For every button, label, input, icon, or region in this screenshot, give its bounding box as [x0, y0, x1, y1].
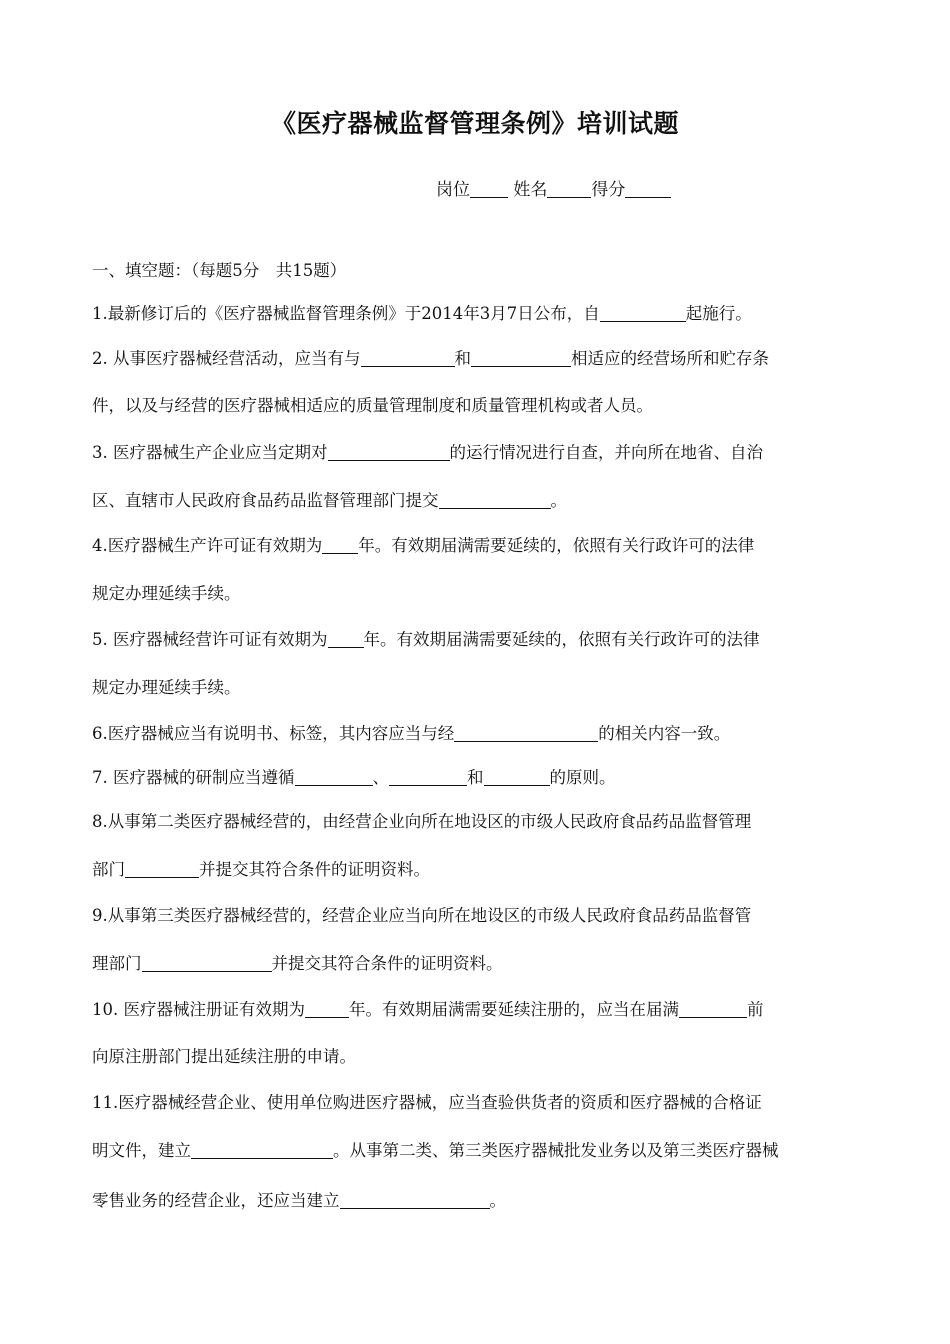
question-text: 的原则。 [549, 768, 616, 787]
candidate-info-line [436, 175, 671, 200]
question-text: 零售业务的经营企业，还应当建立 [92, 1191, 340, 1210]
answer-blank[interactable] [361, 349, 455, 367]
question-text: 并提交其符合条件的证明资料。 [199, 860, 430, 879]
answer-blank[interactable] [340, 1191, 490, 1209]
answer-blank[interactable] [454, 724, 598, 742]
question-text: 部门 [92, 860, 125, 879]
question-text: 规定办理延续手续。 [92, 584, 241, 603]
question-text: 的运行情况进行自查，并向所在地省、自治 [449, 443, 763, 462]
answer-blank[interactable] [322, 536, 358, 554]
answer-blank[interactable] [305, 1000, 349, 1018]
question-text: 8.从事第二类医疗器械经营的，由经营企业向所在地设区的市级人民政府食品药品监督管理 [92, 812, 752, 831]
answer-blank[interactable] [328, 630, 364, 648]
question-text: 。 [550, 491, 567, 510]
question-line [92, 808, 751, 832]
question-line [92, 439, 763, 463]
question-text: 4.医疗器械生产许可证有效期为 [92, 536, 323, 555]
section-heading: 一、填空题：（每题5分 共15题） [92, 261, 347, 280]
question-text: 年。有效期届满需要延续注册的，应当在届满 [349, 1000, 679, 1019]
question-text: 年。有效期届满需要延续的，依照有关行政许可的法律 [358, 536, 755, 555]
question-text: 明文件，建立 [92, 1141, 191, 1160]
score-label: 得分 [591, 180, 626, 200]
question-line [92, 1137, 779, 1161]
question-line [92, 532, 754, 556]
question-text: 1.最新修订后的《医疗器械监督管理条例》于2014年3月7日公布，自 [92, 304, 600, 323]
question-text: 5. 医疗器械经营许可证有效期为 [92, 630, 328, 649]
question-text: 件，以及与经营的医疗器械相适应的质量管理制度和质量管理机构或者人员。 [92, 396, 653, 415]
question-line [92, 487, 567, 511]
answer-blank[interactable] [471, 349, 571, 367]
question-line [92, 764, 616, 788]
question-text: 理部门 [92, 954, 142, 973]
question-text: 、 [372, 768, 389, 787]
question-line [92, 902, 751, 926]
name-blank[interactable] [547, 180, 591, 198]
question-text: 起施行。 [685, 304, 752, 323]
answer-blank[interactable] [600, 304, 686, 322]
question-line [92, 345, 769, 369]
question-text: 区、直辖市人民政府食品药品监督管理部门提交 [92, 491, 439, 510]
question-line [92, 1089, 762, 1113]
question-text: 。从事第二类、第三类医疗器械批发业务以及第三类医疗器械 [333, 1141, 779, 1160]
name-label: 姓名 [513, 180, 548, 200]
page-title: 《医疗器械监督管理条例》培训试题 [270, 109, 679, 138]
question-text: 7. 医疗器械的研制应当遵循 [92, 768, 295, 787]
question-text: 的相关内容一致。 [598, 724, 731, 743]
question-text: 3. 医疗器械生产企业应当定期对 [92, 443, 328, 462]
question-text: 相适应的经营场所和贮存条 [571, 349, 769, 368]
question-text: 和 [454, 349, 471, 368]
position-label: 岗位 [436, 180, 470, 200]
question-line [92, 856, 430, 880]
question-line [92, 626, 760, 650]
question-line [92, 950, 503, 974]
question-text: 10. 医疗器械注册证有效期为 [92, 1000, 305, 1019]
question-text: 。 [489, 1191, 506, 1210]
answer-blank[interactable] [389, 768, 467, 786]
answer-blank[interactable] [679, 1000, 747, 1018]
answer-blank[interactable] [125, 860, 199, 878]
answer-blank[interactable] [328, 443, 450, 461]
question-text: 前 [747, 1000, 764, 1019]
question-line [92, 674, 241, 698]
score-blank[interactable] [625, 180, 671, 198]
answer-blank[interactable] [484, 768, 550, 786]
answer-blank[interactable] [142, 954, 272, 972]
question-line [92, 580, 241, 604]
question-text: 向原注册部门提出延续注册的申请。 [92, 1047, 356, 1066]
answer-blank[interactable] [191, 1141, 333, 1159]
question-text: 和 [467, 768, 484, 787]
question-text: 6.医疗器械应当有说明书、标签，其内容应当与经 [92, 724, 455, 743]
question-line [92, 392, 653, 416]
position-blank[interactable] [470, 180, 508, 198]
question-text: 2. 从事医疗器械经营活动，应当有与 [92, 349, 361, 368]
question-text: 规定办理延续手续。 [92, 678, 241, 697]
question-line [92, 1187, 506, 1211]
question-text: 年。有效期届满需要延续的，依照有关行政许可的法律 [363, 630, 760, 649]
answer-blank[interactable] [439, 491, 551, 509]
question-line [92, 720, 730, 744]
question-line [92, 996, 764, 1020]
question-text: 并提交其符合条件的证明资料。 [271, 954, 503, 973]
question-text: 11.医疗器械经营企业、使用单位购进医疗器械，应当查验供货者的资质和医疗器械的合格证 [92, 1093, 762, 1112]
question-text: 9.从事第三类医疗器械经营的，经营企业应当向所在地设区的市级人民政府食品药品监督管 [92, 906, 752, 925]
question-line [92, 1043, 356, 1067]
question-line [92, 300, 752, 324]
answer-blank[interactable] [295, 768, 373, 786]
